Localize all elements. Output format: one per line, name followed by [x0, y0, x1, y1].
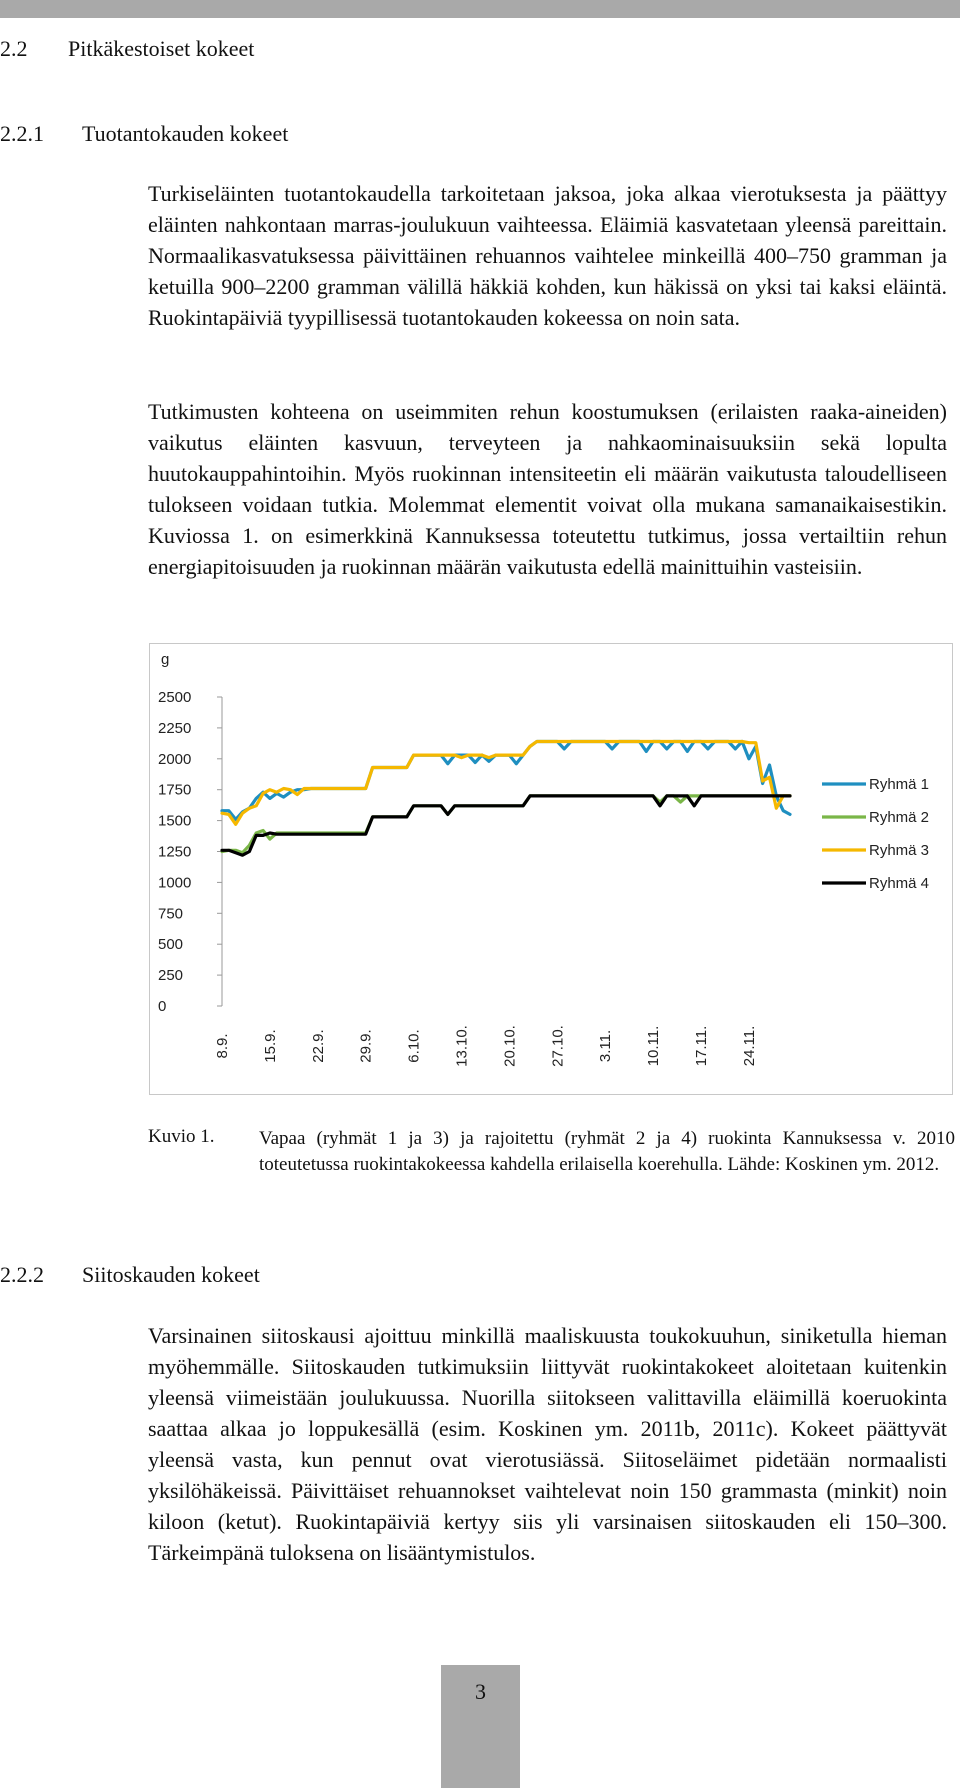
y-tick-label: 1250 [158, 843, 192, 861]
y-tick-label: 750 [158, 905, 184, 923]
y-tick-label: 1000 [158, 874, 192, 892]
line-chart [150, 644, 952, 1094]
figure-chart [149, 643, 953, 1095]
y-tick-label: 250 [158, 967, 184, 985]
y-tick-label: 2250 [158, 719, 192, 737]
section-title: Pitkäkestoiset kokeet [68, 36, 255, 61]
y-tick-label: 2000 [158, 750, 192, 768]
legend-label: Ryhmä 1 [869, 776, 930, 793]
x-tick-label: 15.9. [261, 1029, 279, 1063]
x-tick-label: 6.10. [405, 1029, 423, 1063]
subsection-heading [0, 121, 288, 147]
paragraph-3: Varsinainen siitoskausi ajoittuu minkillä maaliskuusta toukokuuhun, siniketulla hieman myöhemmälle. Siitoskauden tutkimuksiin liittyvät ruokintakokeet aloitetaan kuitenkin yleensä viimeistään joulukuussa. Nuorilla siitokseen valittavilla eläimillä koeruokinta saattaa alkaa jo loppukesällä (esim. Koskinen ym. 2011b, 2011c). Kokeet päättyvät yleensä vasta, kun pennut ovat vierotusiässä. Siitoseläimet pidetään normaalisti yksilöhäkeissä. Päivittäiset rehuannokset vaihtelevat noin 150 grammasta (minkit) noin kiloon (ketut). Ruokintapäiviä kertyy siis yli varsinaisen siitoskauden eli 150–300. Tärkeimpänä tuloksena on lisääntymistulos. [148, 1323, 947, 1565]
x-tick-label: 22.9. [309, 1029, 327, 1063]
x-tick-label: 10.11. [645, 1025, 663, 1067]
y-axis-label: g [161, 651, 170, 668]
y-tick-label: 1500 [158, 812, 192, 830]
y-tick-label: 500 [158, 936, 184, 954]
legend-label: Ryhmä 2 [869, 809, 930, 826]
paragraph-2: Tutkimusten kohteena on useimmiten rehun koostumuksen (erilaisten raaka-aineiden) vaikutus eläinten kasvuun, terveyteen ja nahkaominaisuuksiin sekä lopulta huutokauppahintoihin. Myös ruokinnan intensiteetin eli määrän vaikutusta taloudelliseen tulokseen voidaan tutkia. Molemmat elementit voivat olla mukana samanaikaisestikin. Kuviossa 1. on esimerkkinä Kannuksessa toteutettu tutkimus, jossa vertailtiin rehun energiapitoisuuden ja ruokinnan määrän vaikutusta edellä mainittuihin vasteisiin. [148, 399, 947, 579]
page-number: 3 [475, 1679, 486, 1704]
figure-label: Kuvio 1. [148, 1126, 215, 1147]
x-tick-label: 8.9. [214, 1033, 231, 1059]
section-number: 2.2 [0, 36, 28, 61]
legend-label: Ryhmä 4 [869, 875, 930, 892]
x-tick-label: 17.11. [693, 1025, 711, 1067]
x-tick-label: 24.11. [740, 1025, 758, 1067]
x-tick-label: 27.10. [549, 1025, 567, 1067]
series-line-4 [222, 796, 790, 855]
header-bar [0, 0, 960, 18]
series-line-1 [222, 742, 790, 820]
y-tick-label: 1750 [158, 781, 192, 799]
legend-label: Ryhmä 3 [869, 842, 930, 859]
page-number-box [441, 1665, 520, 1788]
figure-caption: Vapaa (ryhmät 1 ja 3) ja rajoitettu (ryhmät 2 ja 4) ruokinta Kannuksessa v. 2010 toteutetussa ruokintakokeessa kahdella erilaisella koerehulla. Lähde: Koskinen ym. 2012. [259, 1128, 955, 1175]
subsection-number-2: 2.2.2 [0, 1262, 44, 1287]
x-tick-label: 3.11. [597, 1029, 615, 1063]
x-tick-label: 29.9. [357, 1029, 375, 1063]
paragraph-1: Turkiseläinten tuotantokaudella tarkoitetaan jaksoa, joka alkaa vierotuksesta ja päättyy eläinten nahkontaan marras-joulukuun vaihteessa. Eläimiä kasvatetaan yleensä pareittain. Normaalikasvatuksessa päivittäinen rehuannos vaihtelee minkeillä 400–750 gramman ja ketuilla 900–2200 gramman välillä häkkiä kohden, kun häkissä on yksi tai kaksi eläintä. Ruokintapäiviä tyypillisessä tuotantokauden kokeessa on noin sata. [148, 181, 947, 330]
subsection-title: Tuotantokauden kokeet [82, 121, 289, 146]
x-tick-label: 13.10. [453, 1025, 471, 1067]
y-tick-label: 0 [158, 998, 167, 1015]
subsection-title-2: Siitoskauden kokeet [82, 1262, 260, 1287]
x-tick-label: 20.10. [501, 1025, 519, 1067]
subsection-heading-2 [0, 1262, 260, 1288]
series-line-3 [222, 742, 790, 825]
y-tick-label: 2500 [158, 689, 192, 706]
section-heading [0, 36, 254, 62]
subsection-number: 2.2.1 [0, 121, 44, 146]
